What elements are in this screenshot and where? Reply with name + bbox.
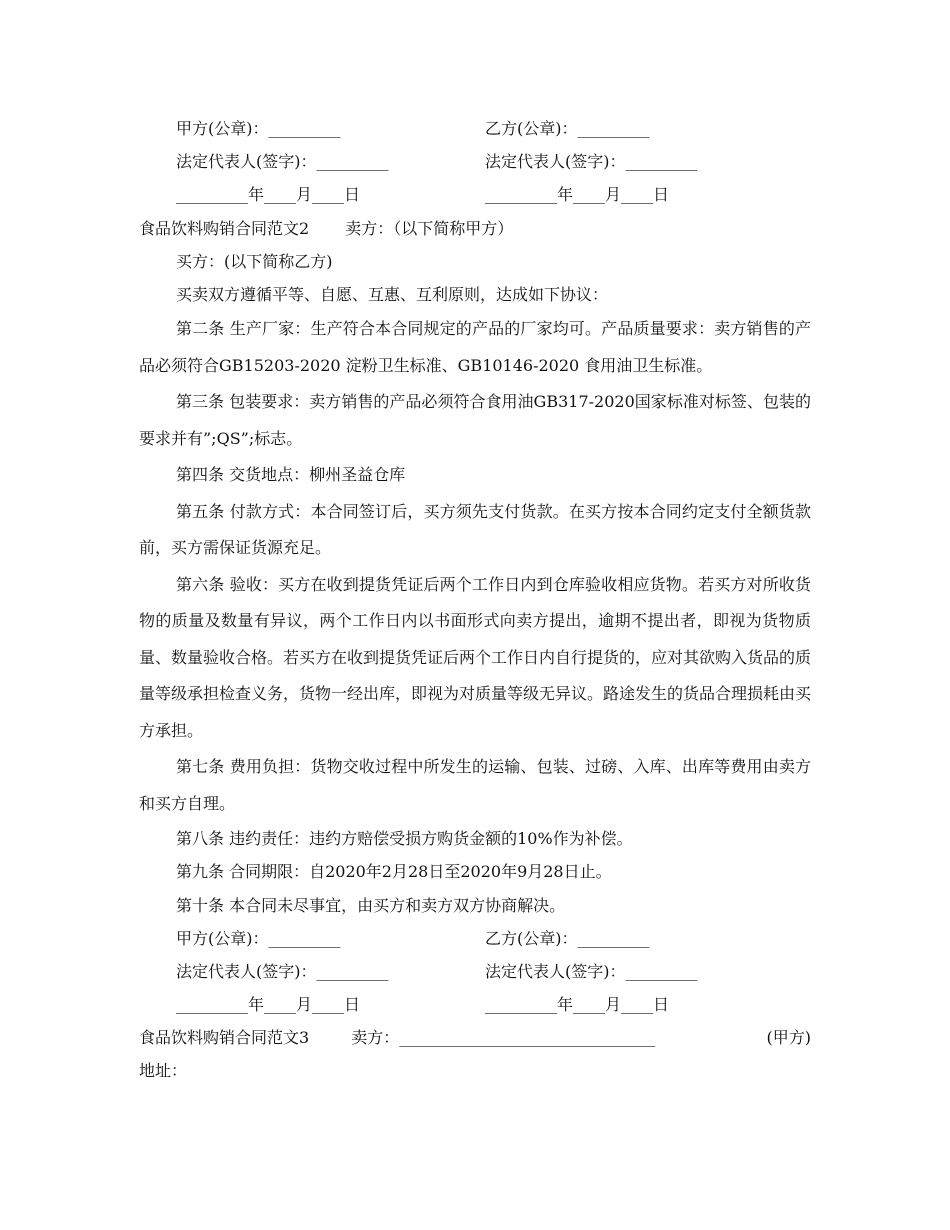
contract-2-seller: 卖方：（以下简称甲方） [345, 218, 514, 238]
contract-3-title: 食品饮料购销合同范文3 [139, 1028, 310, 1048]
party-b-seal: 乙方(公章)：_________ [485, 928, 650, 948]
contract-3-address: 地址： [139, 1061, 188, 1081]
signature-row-representative [139, 145, 811, 178]
contract-3-seller-suffix: (甲方) [766, 1028, 811, 1048]
contract-2-buyer: 买方：(以下简称乙方) [176, 251, 333, 271]
article-6: 第六条 验收：买方在收到提货凭证后两个工作日内到仓库验收相应货物。若买方对所收货物的质量及数量有异议，两个工作日内以书面形式向卖方提出，逾期不提出者，即视为货物质量、数量验收合格。若买方在收到提货凭证后两个工作日内自行提货的，应对其欲购入货品的质量等级承担检查义务，货物一经出库，即视为对质量等级无异议。路途发生的货品合理损耗由买方承担。 [139, 574, 812, 740]
party-b-representative: 法定代表人(签字)：_________ [485, 961, 698, 981]
article-5: 第五条 付款方式：本合同签订后，买方须先支付货款。在买方按本合同约定支付全额货款前，买方需保证货源充足。 [139, 501, 811, 558]
signature-row-representative [139, 955, 811, 988]
contract-3-seller-label: 卖方： [351, 1028, 400, 1048]
contract-3-seller-blank: ________________________________ [399, 1028, 656, 1048]
contract-2-intro: 买卖双方遵循平等、自愿、互惠、互利原则，达成如下协议： [176, 284, 609, 304]
party-a-date: _________年____月____日 [176, 995, 361, 1015]
party-b-date: _________年____月____日 [485, 185, 670, 205]
article-10: 第十条 本合同未尽事宜，由买方和卖方双方协商解决。 [176, 895, 566, 915]
article-2: 第二条 生产厂家：生产符合本合同规定的产品的厂家均可。产品质量要求：卖方销售的产品必须符合GB15203-2020 淀粉卫生标准、GB10146-2020 食用油卫生标准。 [139, 319, 811, 375]
party-b-representative: 法定代表人(签字)：_________ [485, 152, 698, 172]
contract-2-title: 食品饮料购销合同范文2 [139, 218, 310, 238]
article-7: 第七条 费用负担：货物交收过程中所发生的运输、包装、过磅、入库、出库等费用由卖方和买方自理。 [139, 757, 811, 813]
signature-row-date [139, 988, 811, 1021]
article-9: 第九条 合同期限：自2020年2月28日至2020年9月28日止。 [176, 862, 612, 882]
party-a-representative: 法定代表人(签字)：_________ [176, 152, 389, 172]
party-a-seal: 甲方(公章)：_________ [176, 928, 341, 948]
signature-row-party [139, 922, 811, 955]
contract-3-heading [139, 1021, 811, 1054]
document-body [139, 112, 811, 1088]
party-a-representative: 法定代表人(签字)：_________ [176, 961, 389, 981]
signature-row-date [139, 178, 811, 211]
article-8: 第八条 违约责任：违约方赔偿受损方购货金额的10%作为补偿。 [176, 829, 633, 849]
party-b-seal: 乙方(公章)：_________ [485, 119, 650, 138]
contract-2-heading [139, 212, 811, 245]
party-a-seal: 甲方(公章)：_________ [176, 119, 341, 138]
party-b-date: _________年____月____日 [485, 995, 670, 1015]
signature-row-party [139, 112, 811, 145]
article-3: 第三条 包装要求：卖方销售的产品必须符合食用油GB317-2020国家标准对标签、包装的要求并有”;QS”;标志。 [139, 392, 811, 448]
party-a-date: _________年____月____日 [176, 185, 361, 205]
article-4: 第四条 交货地点：柳州圣益仓库 [176, 465, 406, 485]
